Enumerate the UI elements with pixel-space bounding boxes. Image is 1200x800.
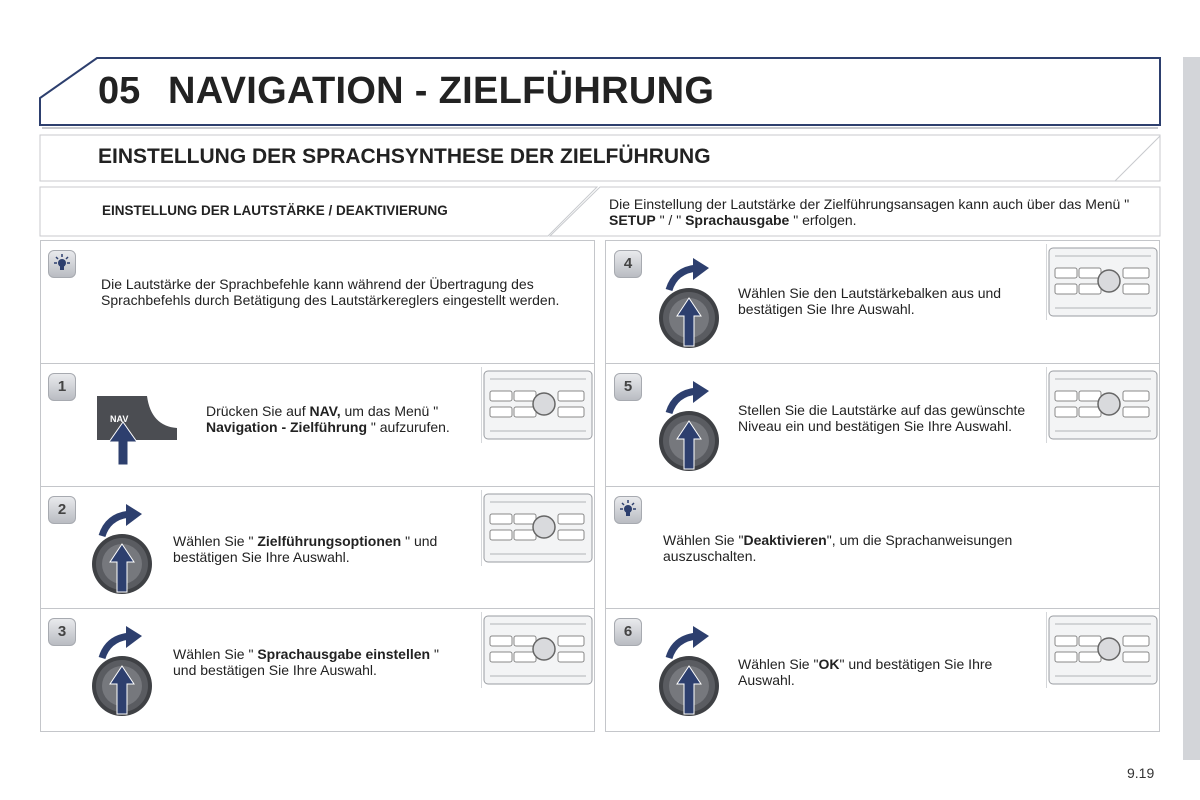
side-tab-bar — [1183, 57, 1200, 760]
step-badge-4: 4 — [614, 250, 642, 278]
step-badge-2: 2 — [48, 496, 76, 524]
lightbulb-icon — [615, 497, 641, 523]
lightbulb-icon — [49, 251, 75, 277]
rotary-dial-icon-step2 — [90, 498, 160, 603]
chapter-number: 05 — [98, 70, 141, 112]
step-1-text: Drücken Sie auf NAV, um das Menü " Navigation - Zielführung " aufzurufen. — [206, 403, 450, 435]
section-title: EINSTELLUNG DER SPRACHSYNTHESE DER ZIELFÜHRUNG — [98, 145, 711, 168]
radio-panel-image-step4 — [1046, 244, 1159, 320]
tip-badge-1 — [48, 250, 76, 278]
step-6-text: Wählen Sie "OK" und bestätigen Sie Ihre Auswahl. — [738, 656, 993, 688]
radio-panel-image-step5 — [1046, 367, 1159, 443]
nav-key-label: NAV — [110, 414, 129, 424]
rotary-dial-icon-step6 — [657, 620, 727, 725]
tip-badge-2 — [614, 496, 642, 524]
rotary-dial-icon-step5 — [657, 375, 727, 480]
intro-text: Die Einstellung der Lautstärke der Zielführungsansagen kann auch über das Menü " SETUP " / " Sprachausgabe " erfolgen. — [609, 196, 1130, 228]
rotary-dial-icon-step3 — [90, 620, 160, 725]
tip-1-text: Die Lautstärke der Sprachbefehle kann während der Übertragung des Sprachbefehls durch Betätigung des Lautstärkereglers eingestellt werden. — [101, 276, 560, 308]
step-5-text: Stellen Sie die Lautstärke auf das gewünschte Niveau ein und bestätigen Sie Ihre Auswahl. — [738, 402, 1026, 434]
step-badge-3: 3 — [48, 618, 76, 646]
step-2-text: Wählen Sie " Zielführungsoptionen " und bestätigen Sie Ihre Auswahl. — [173, 533, 438, 565]
rotary-dial-icon-step4 — [657, 252, 727, 357]
radio-panel-image-step2 — [481, 490, 594, 566]
chapter-title: NAVIGATION - ZIELFÜHRUNG — [168, 70, 715, 112]
page-number: 9.19 — [1127, 765, 1155, 781]
radio-panel-image-step3 — [481, 612, 594, 688]
subsection-title: EINSTELLUNG DER LAUTSTÄRKE / DEAKTIVIERUNG — [102, 203, 448, 218]
radio-panel-image-step1 — [481, 367, 594, 443]
nav-key-press-icon — [95, 392, 180, 467]
step-4-text: Wählen Sie den Lautstärkebalken aus und bestätigen Sie Ihre Auswahl. — [738, 285, 1002, 317]
radio-panel-image-step6 — [1046, 612, 1159, 688]
step-3-text: Wählen Sie " Sprachausgabe einstellen " und bestätigen Sie Ihre Auswahl. — [173, 646, 439, 678]
step-badge-1: 1 — [48, 373, 76, 401]
step-badge-6: 6 — [614, 618, 642, 646]
tip-2-text: Wählen Sie "Deaktivieren", um die Sprachanweisungen auszuschalten. — [663, 532, 1013, 564]
step-badge-5: 5 — [614, 373, 642, 401]
